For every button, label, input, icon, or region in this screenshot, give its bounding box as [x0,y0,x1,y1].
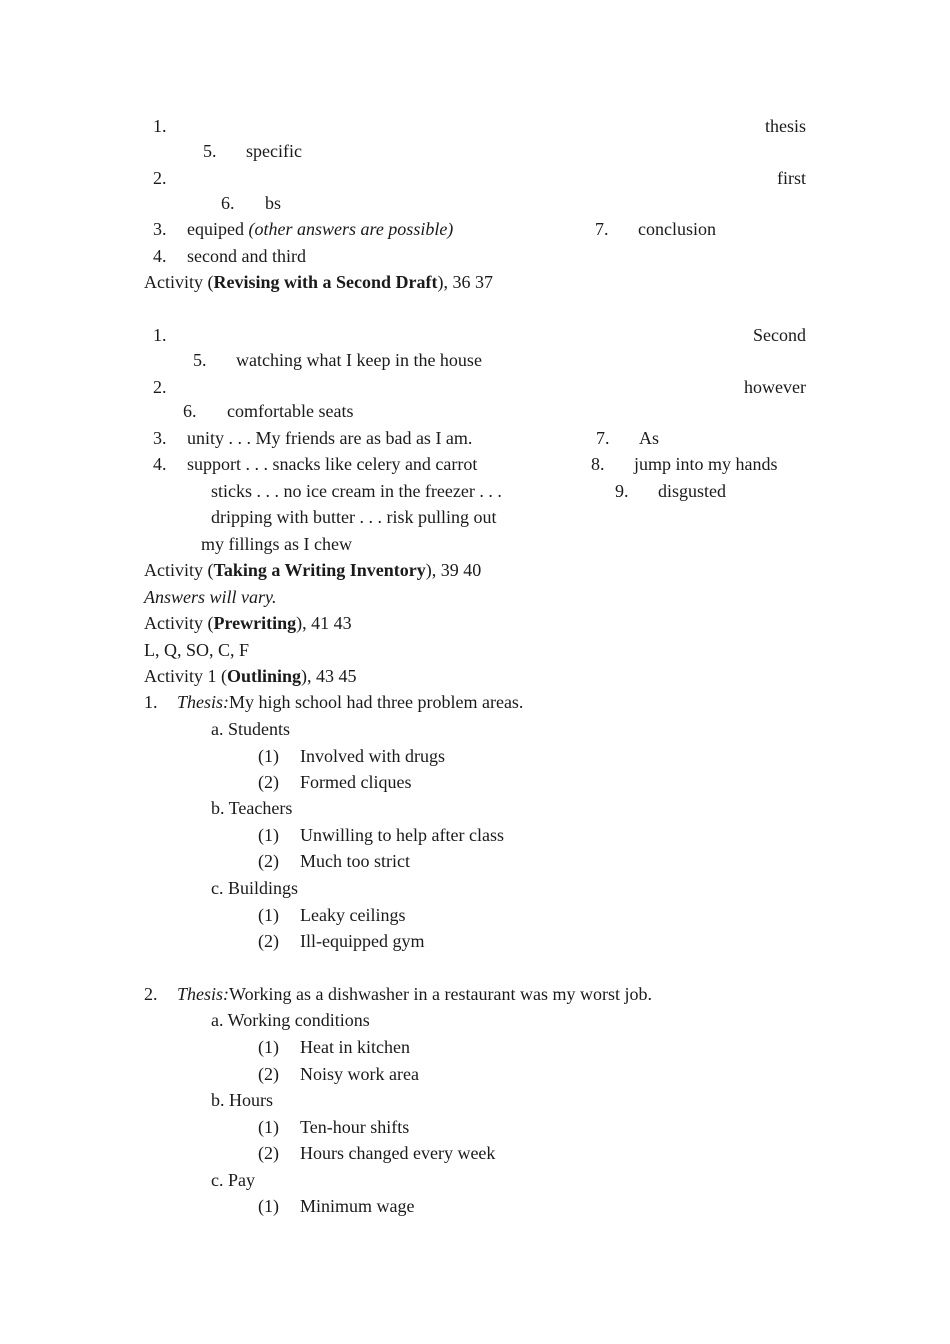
answer-text: conclusion [638,219,716,239]
list-number: 3. [153,428,167,448]
outline-subpoint: Much too strict [300,851,410,871]
outline-subnum: (1) [258,905,279,925]
answer-text: specific [246,141,302,161]
outline-subpoint: Leaky ceilings [300,905,406,925]
list-number: 8. [591,454,605,474]
thesis-label: Thesis: [177,692,230,712]
answer-continuation: sticks . . . no ice cream in the freezer . . . [211,481,502,501]
outline-subpoint: Involved with drugs [300,746,445,766]
outline-subnum: (1) [258,825,279,845]
answer-text: jump into my hands [634,454,778,474]
outline-subpoint: Minimum wage [300,1196,415,1216]
answers-vary-note: Answers will vary. [144,587,277,607]
outline-subpoint: Heat in kitchen [300,1037,410,1057]
outline-subpoint: Noisy work area [300,1064,419,1084]
answer-continuation: my fillings as I chew [201,534,352,554]
list-number: 5. [193,350,207,370]
thesis-line: Thesis:My high school had three problem areas. [177,692,524,712]
outline-point: c. Buildings [211,878,299,898]
outline-subnum: (2) [258,931,279,951]
answer-continuation: dripping with butter . . . risk pulling out [211,507,497,527]
outline-subnum: (2) [258,772,279,792]
answer-text: thesis [764,116,806,136]
list-number: 2. [153,377,167,397]
answer-note: (other answers are possible) [248,219,454,239]
list-number: 6. [221,193,235,213]
thesis-line: Thesis:Working as a dishwasher in a restaurant was my worst job. [177,984,652,1004]
activity-heading: Activity (Revising with a Second Draft), 36 37 [144,272,493,292]
answer-text: second and third [187,246,306,266]
outline-subnum: (1) [258,1037,279,1057]
activity-title: Prewriting [213,613,297,633]
activity-heading: Activity (Taking a Writing Inventory), 39 40 [144,560,482,580]
answer-text: support . . . snacks like celery and carrot [187,454,478,474]
list-number: 3. [153,219,167,239]
list-number: 1. [153,325,167,345]
activity-heading: Activity (Prewriting), 41 43 [144,613,352,633]
outline-subnum: (2) [258,851,279,871]
outline-subpoint: Hours changed every week [300,1143,496,1163]
outline-point: a. Students [211,719,290,739]
answer-text: comfortable seats [227,401,354,421]
list-number: 7. [596,428,610,448]
list-number: 4. [153,454,167,474]
outline-subnum: (1) [258,1117,279,1137]
list-number: 6. [183,401,197,421]
outline-subpoint: Ten-hour shifts [300,1117,410,1137]
outline-point: c. Pay [211,1170,255,1190]
outline-subpoint: Unwilling to help after class [300,825,504,845]
answer-text: disgusted [658,481,727,501]
outline-number: 1. [144,692,158,712]
list-number: 2. [153,168,167,188]
prewriting-answer: L, Q, SO, C, F [144,640,250,660]
list-number: 9. [615,481,629,501]
outline-point: b. Hours [211,1090,273,1110]
answer-text: equiped (other answers are possible) [187,219,454,239]
answer-text: bs [265,193,282,213]
answer-text: however [744,377,806,397]
list-number: 7. [595,219,609,239]
outline-point: b. Teachers [211,798,293,818]
answer-text: unity . . . My friends are as bad as I am. [187,428,473,448]
thesis-label: Thesis: [177,984,230,1004]
activity-title: Taking a Writing Inventory [213,560,426,580]
outline-subnum: (1) [258,1196,279,1216]
outline-number: 2. [144,984,158,1004]
outline-subnum: (1) [258,746,279,766]
outline-subpoint: Ill-equipped gym [300,931,425,951]
outline-point: a. Working conditions [211,1010,370,1030]
outline-subpoint: Formed cliques [300,772,412,792]
answer-text: watching what I keep in the house [236,350,482,370]
answer-text: Second [753,325,806,345]
activity-title: Outlining [227,666,302,686]
list-number: 1. [153,116,167,136]
outline-subnum: (2) [258,1143,279,1163]
activity-heading: Activity 1 (Outlining), 43 45 [144,666,357,686]
list-number: 4. [153,246,167,266]
activity-title: Revising with a Second Draft [213,272,438,292]
outline-subnum: (2) [258,1064,279,1084]
answer-text: As [639,428,660,448]
list-number: 5. [203,141,217,161]
answer-text: first [777,168,806,188]
